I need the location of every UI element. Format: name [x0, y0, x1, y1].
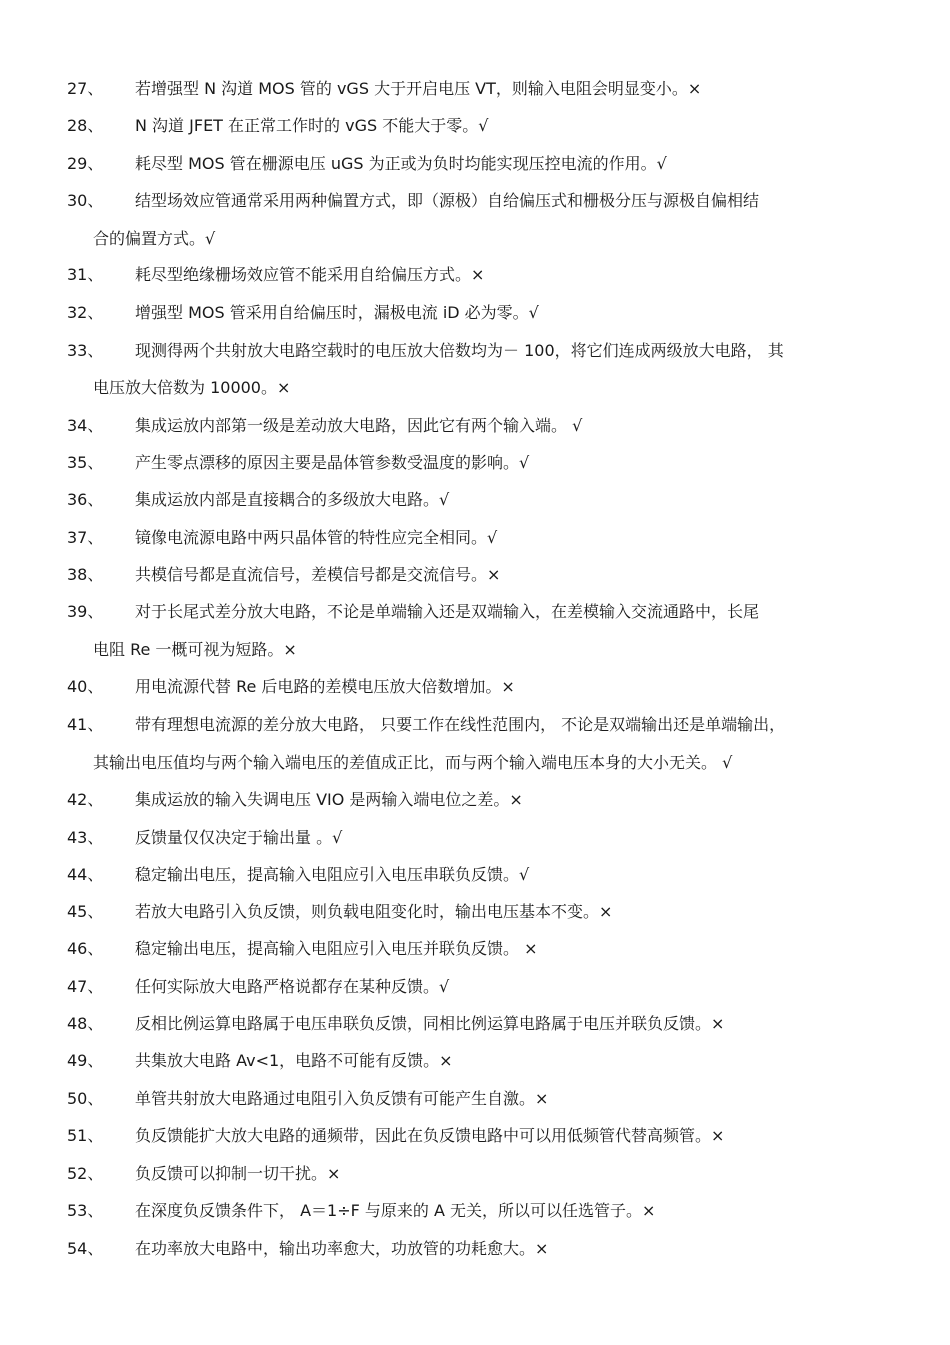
question-number: 32、	[67, 303, 104, 322]
question-text: 若放大电路引入负反馈，则负载电阻变化时，输出电压基本不变。×	[135, 902, 613, 921]
question-number: 30、	[67, 191, 104, 210]
question-number: 44、	[67, 865, 104, 884]
question-number: 29、	[67, 154, 104, 173]
question-text: 对于长尾式差分放大电路，不论是单端输入还是双端输入，在差模输入交流通路中，长尾	[135, 602, 760, 621]
question-number: 49、	[67, 1051, 104, 1070]
question-text: 在功率放大电路中，输出功率愈大，功放管的功耗愈大。×	[135, 1239, 549, 1258]
question-number: 42、	[67, 790, 104, 809]
question-number: 39、	[67, 602, 104, 621]
question-number: 37、	[67, 528, 104, 547]
question-text-continuation: 电阻 Re 一概可视为短路。×	[93, 640, 297, 659]
question-text: 现测得两个共射放大电路空载时的电压放大倍数均为－ 100，将它们连成两级放大电路， 其	[135, 341, 784, 360]
question-text: 共模信号都是直流信号，差模信号都是交流信号。×	[135, 565, 501, 584]
question-number: 45、	[67, 902, 104, 921]
question-text: 用电流源代替 Re 后电路的差模电压放大倍数增加。×	[135, 677, 515, 696]
question-text: 稳定输出电压，提高输入电阻应引入电压串联负反馈。√	[135, 865, 530, 884]
question-text: 共集放大电路 Av<1，电路不可能有反馈。×	[135, 1051, 453, 1070]
question-text: 任何实际放大电路严格说都存在某种反馈。√	[135, 977, 450, 996]
question-text: 负反馈可以抑制一切干扰。×	[135, 1164, 341, 1183]
question-text: 耗尽型 MOS 管在栅源电压 uGS 为正或为负时均能实现压控电流的作用。√	[135, 154, 667, 173]
question-number: 43、	[67, 828, 104, 847]
question-number: 54、	[67, 1239, 104, 1258]
question-text: 结型场效应管通常采用两种偏置方式，即（源极）自给偏压式和栅极分压与源极自偏相结	[135, 191, 760, 210]
question-number: 31、	[67, 265, 104, 284]
question-number: 28、	[67, 116, 104, 135]
question-number: 27、	[67, 79, 104, 98]
question-number: 50、	[67, 1089, 104, 1108]
question-number: 35、	[67, 453, 104, 472]
question-text: 单管共射放大电路通过电阻引入负反馈有可能产生自激。×	[135, 1089, 549, 1108]
question-number: 53、	[67, 1201, 104, 1220]
question-number: 52、	[67, 1164, 104, 1183]
question-text-continuation: 电压放大倍数为 10000。×	[93, 378, 291, 397]
question-text: N 沟道 JFET 在正常工作时的 vGS 不能大于零。√	[135, 116, 489, 135]
question-text: 集成运放的输入失调电压 VIO 是两输入端电位之差。×	[135, 790, 523, 809]
question-number: 41、	[67, 715, 104, 734]
question-text: 反相比例运算电路属于电压串联负反馈，同相比例运算电路属于电压并联负反馈。×	[135, 1014, 725, 1033]
question-text: 稳定输出电压，提高输入电阻应引入电压并联负反馈。 ×	[135, 939, 538, 958]
question-text: 负反馈能扩大放大电路的通频带，因此在负反馈电路中可以用低频管代替高频管。×	[135, 1126, 725, 1145]
question-text-continuation: 其输出电压值均与两个输入端电压的差值成正比，而与两个输入端电压本身的大小无关。 √	[93, 753, 733, 772]
question-text: 若增强型 N 沟道 MOS 管的 vGS 大于开启电压 VT，则输入电阻会明显变小。×	[135, 79, 702, 98]
question-text: 耗尽型绝缘栅场效应管不能采用自给偏压方式。×	[135, 265, 485, 284]
question-number: 33、	[67, 341, 104, 360]
question-number: 48、	[67, 1014, 104, 1033]
question-number: 46、	[67, 939, 104, 958]
question-text: 反馈量仅仅决定于输出量 。√	[135, 828, 343, 847]
question-text-continuation: 合的偏置方式。√	[93, 229, 216, 248]
question-text: 带有理想电流源的差分放大电路， 只要工作在线性范围内， 不论是双端输出还是单端输出，	[135, 715, 786, 734]
question-text: 集成运放内部是直接耦合的多级放大电路。√	[135, 490, 450, 509]
question-text: 镜像电流源电路中两只晶体管的特性应完全相同。√	[135, 528, 498, 547]
question-number: 34、	[67, 416, 104, 435]
question-text: 产生零点漂移的原因主要是晶体管参数受温度的影响。√	[135, 453, 530, 472]
question-text: 增强型 MOS 管采用自给偏压时，漏极电流 iD 必为零。√	[135, 303, 539, 322]
question-number: 51、	[67, 1126, 104, 1145]
question-number: 36、	[67, 490, 104, 509]
question-text: 集成运放内部第一级是差动放大电路，因此它有两个输入端。 √	[135, 416, 583, 435]
question-number: 47、	[67, 977, 104, 996]
question-number: 38、	[67, 565, 104, 584]
question-text: 在深度负反馈条件下， A＝1÷F 与原来的 A 无关，所以可以任选管子。×	[135, 1201, 656, 1220]
question-number: 40、	[67, 677, 104, 696]
